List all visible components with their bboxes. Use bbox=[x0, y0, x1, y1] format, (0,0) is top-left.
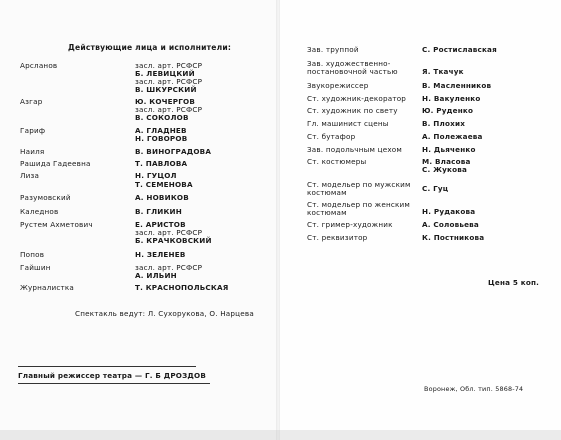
staff-name: М. Власова bbox=[422, 157, 471, 166]
role-name: Гайшин bbox=[20, 263, 51, 272]
staff-name: Н. Дьяченко bbox=[422, 145, 476, 154]
staff-post: Ст. художник по свету bbox=[307, 106, 398, 115]
role-name: Рашида Гадеевна bbox=[20, 159, 91, 168]
actor-name: Б. ЛЕВИЦКИЙ bbox=[135, 69, 195, 78]
role-name: Разумовский bbox=[20, 193, 71, 202]
actor-title: засл. арт. РСФСР bbox=[135, 61, 203, 70]
staff-name: Я. Ткачук bbox=[422, 67, 464, 76]
actor-name: Н. ГОВОРОВ bbox=[135, 134, 188, 143]
staff-name: А. Соловьева bbox=[422, 220, 479, 229]
staff-post: Зав. художественно-постановочной частью bbox=[307, 59, 398, 76]
show-leads: Спектакль ведут: Л. Сухорукова, О. Нарцева bbox=[75, 309, 254, 318]
role-name: Азгар bbox=[20, 97, 43, 106]
staff-post: Ст. гример-художник bbox=[307, 220, 393, 229]
actor-title: засл. арт. РСФСР bbox=[135, 263, 203, 272]
actor-name: Б. КРАЧКОВСКИЙ bbox=[135, 236, 212, 245]
role-name: Наиля bbox=[20, 147, 45, 156]
chief-director: Главный режиссер театра — Г. Б ДРОЗДОВ bbox=[18, 371, 207, 380]
staff-name: Н. Рудакова bbox=[422, 207, 476, 216]
actor-name: А. ГЛАДНЕВ bbox=[135, 126, 187, 135]
staff-post: Ст. модельер по мужским костюмам bbox=[307, 180, 411, 197]
staff-name: В. Плохих bbox=[422, 119, 466, 128]
actor-name: Н. ГУЦОЛ bbox=[135, 171, 177, 180]
role-name: Гариф bbox=[20, 126, 46, 135]
actor-name: Е. АРИСТОВ bbox=[135, 220, 186, 229]
actor-name: В. ГЛИКИН bbox=[135, 207, 182, 216]
staff-post: Гл. машинист сцены bbox=[307, 119, 389, 128]
actor-name: А. НОВИКОВ bbox=[135, 193, 189, 202]
actor-name: Н. ЗЕЛЕНЕВ bbox=[135, 250, 186, 259]
staff-name: Ю. Руденко bbox=[422, 106, 474, 115]
staff-name: С. Гуц bbox=[422, 184, 449, 193]
actor-name: Т. КРАСНОПОЛЬСКАЯ bbox=[135, 283, 229, 292]
staff-post: Зав. подольчным цехом bbox=[307, 145, 403, 154]
role-name: Рустем Ахметович bbox=[20, 220, 93, 229]
actor-name: А. ИЛЬИН bbox=[135, 271, 177, 280]
actor-name: В. ВИНОГРАДОВА bbox=[135, 147, 212, 156]
cast-heading: Действующие лица и исполнители: bbox=[68, 43, 232, 52]
staff-name: В. Масленников bbox=[422, 81, 492, 90]
actor-title: засл. арт. РСФСР bbox=[135, 228, 203, 237]
staff-post: Ст. художник-декоратор bbox=[307, 94, 407, 103]
role-name: Попов bbox=[20, 250, 45, 259]
staff-name: С. Жукова bbox=[422, 165, 468, 174]
staff-name: Н. Вакуленко bbox=[422, 94, 481, 103]
price-label: Цена 5 коп. bbox=[488, 278, 540, 287]
divider bbox=[18, 366, 196, 367]
staff-post: Ст. бутафор bbox=[307, 132, 356, 141]
role-name: Каледнов bbox=[20, 207, 59, 216]
role-name: Журналистка bbox=[20, 283, 75, 292]
staff-post: Звукорежиссер bbox=[307, 81, 369, 90]
actor-name: В. СОКОЛОВ bbox=[135, 113, 189, 122]
staff-post: Ст. реквизитор bbox=[307, 233, 368, 242]
actor-name: Т. СЕМЕНОВА bbox=[135, 180, 193, 189]
actor-title: засл. арт. РСФСР bbox=[135, 105, 203, 114]
page-fold bbox=[276, 0, 280, 440]
actor-title: засл. арт. РСФСР bbox=[135, 77, 203, 86]
staff-post: Ст. костюмеры bbox=[307, 157, 367, 166]
actor-name: Ю. КОЧЕРГОВ bbox=[135, 97, 196, 106]
divider bbox=[18, 383, 210, 384]
printer-imprint: Воронеж, Обл. тип. 5868-74 bbox=[424, 385, 524, 393]
role-name: Арсланов bbox=[20, 61, 58, 70]
role-name: Лиза bbox=[20, 171, 40, 180]
staff-post: Ст. модельер по женским костюмам bbox=[307, 200, 411, 217]
staff-name: К. Постникова bbox=[422, 233, 485, 242]
scan-edge bbox=[0, 430, 561, 440]
actor-name: Т. ПАВЛОВА bbox=[135, 159, 188, 168]
staff-post: Зав. труппой bbox=[307, 45, 359, 54]
actor-name: В. ШКУРСКИЙ bbox=[135, 85, 197, 94]
staff-name: С. Ростиславская bbox=[422, 45, 497, 54]
staff-name: А. Полежаева bbox=[422, 132, 483, 141]
